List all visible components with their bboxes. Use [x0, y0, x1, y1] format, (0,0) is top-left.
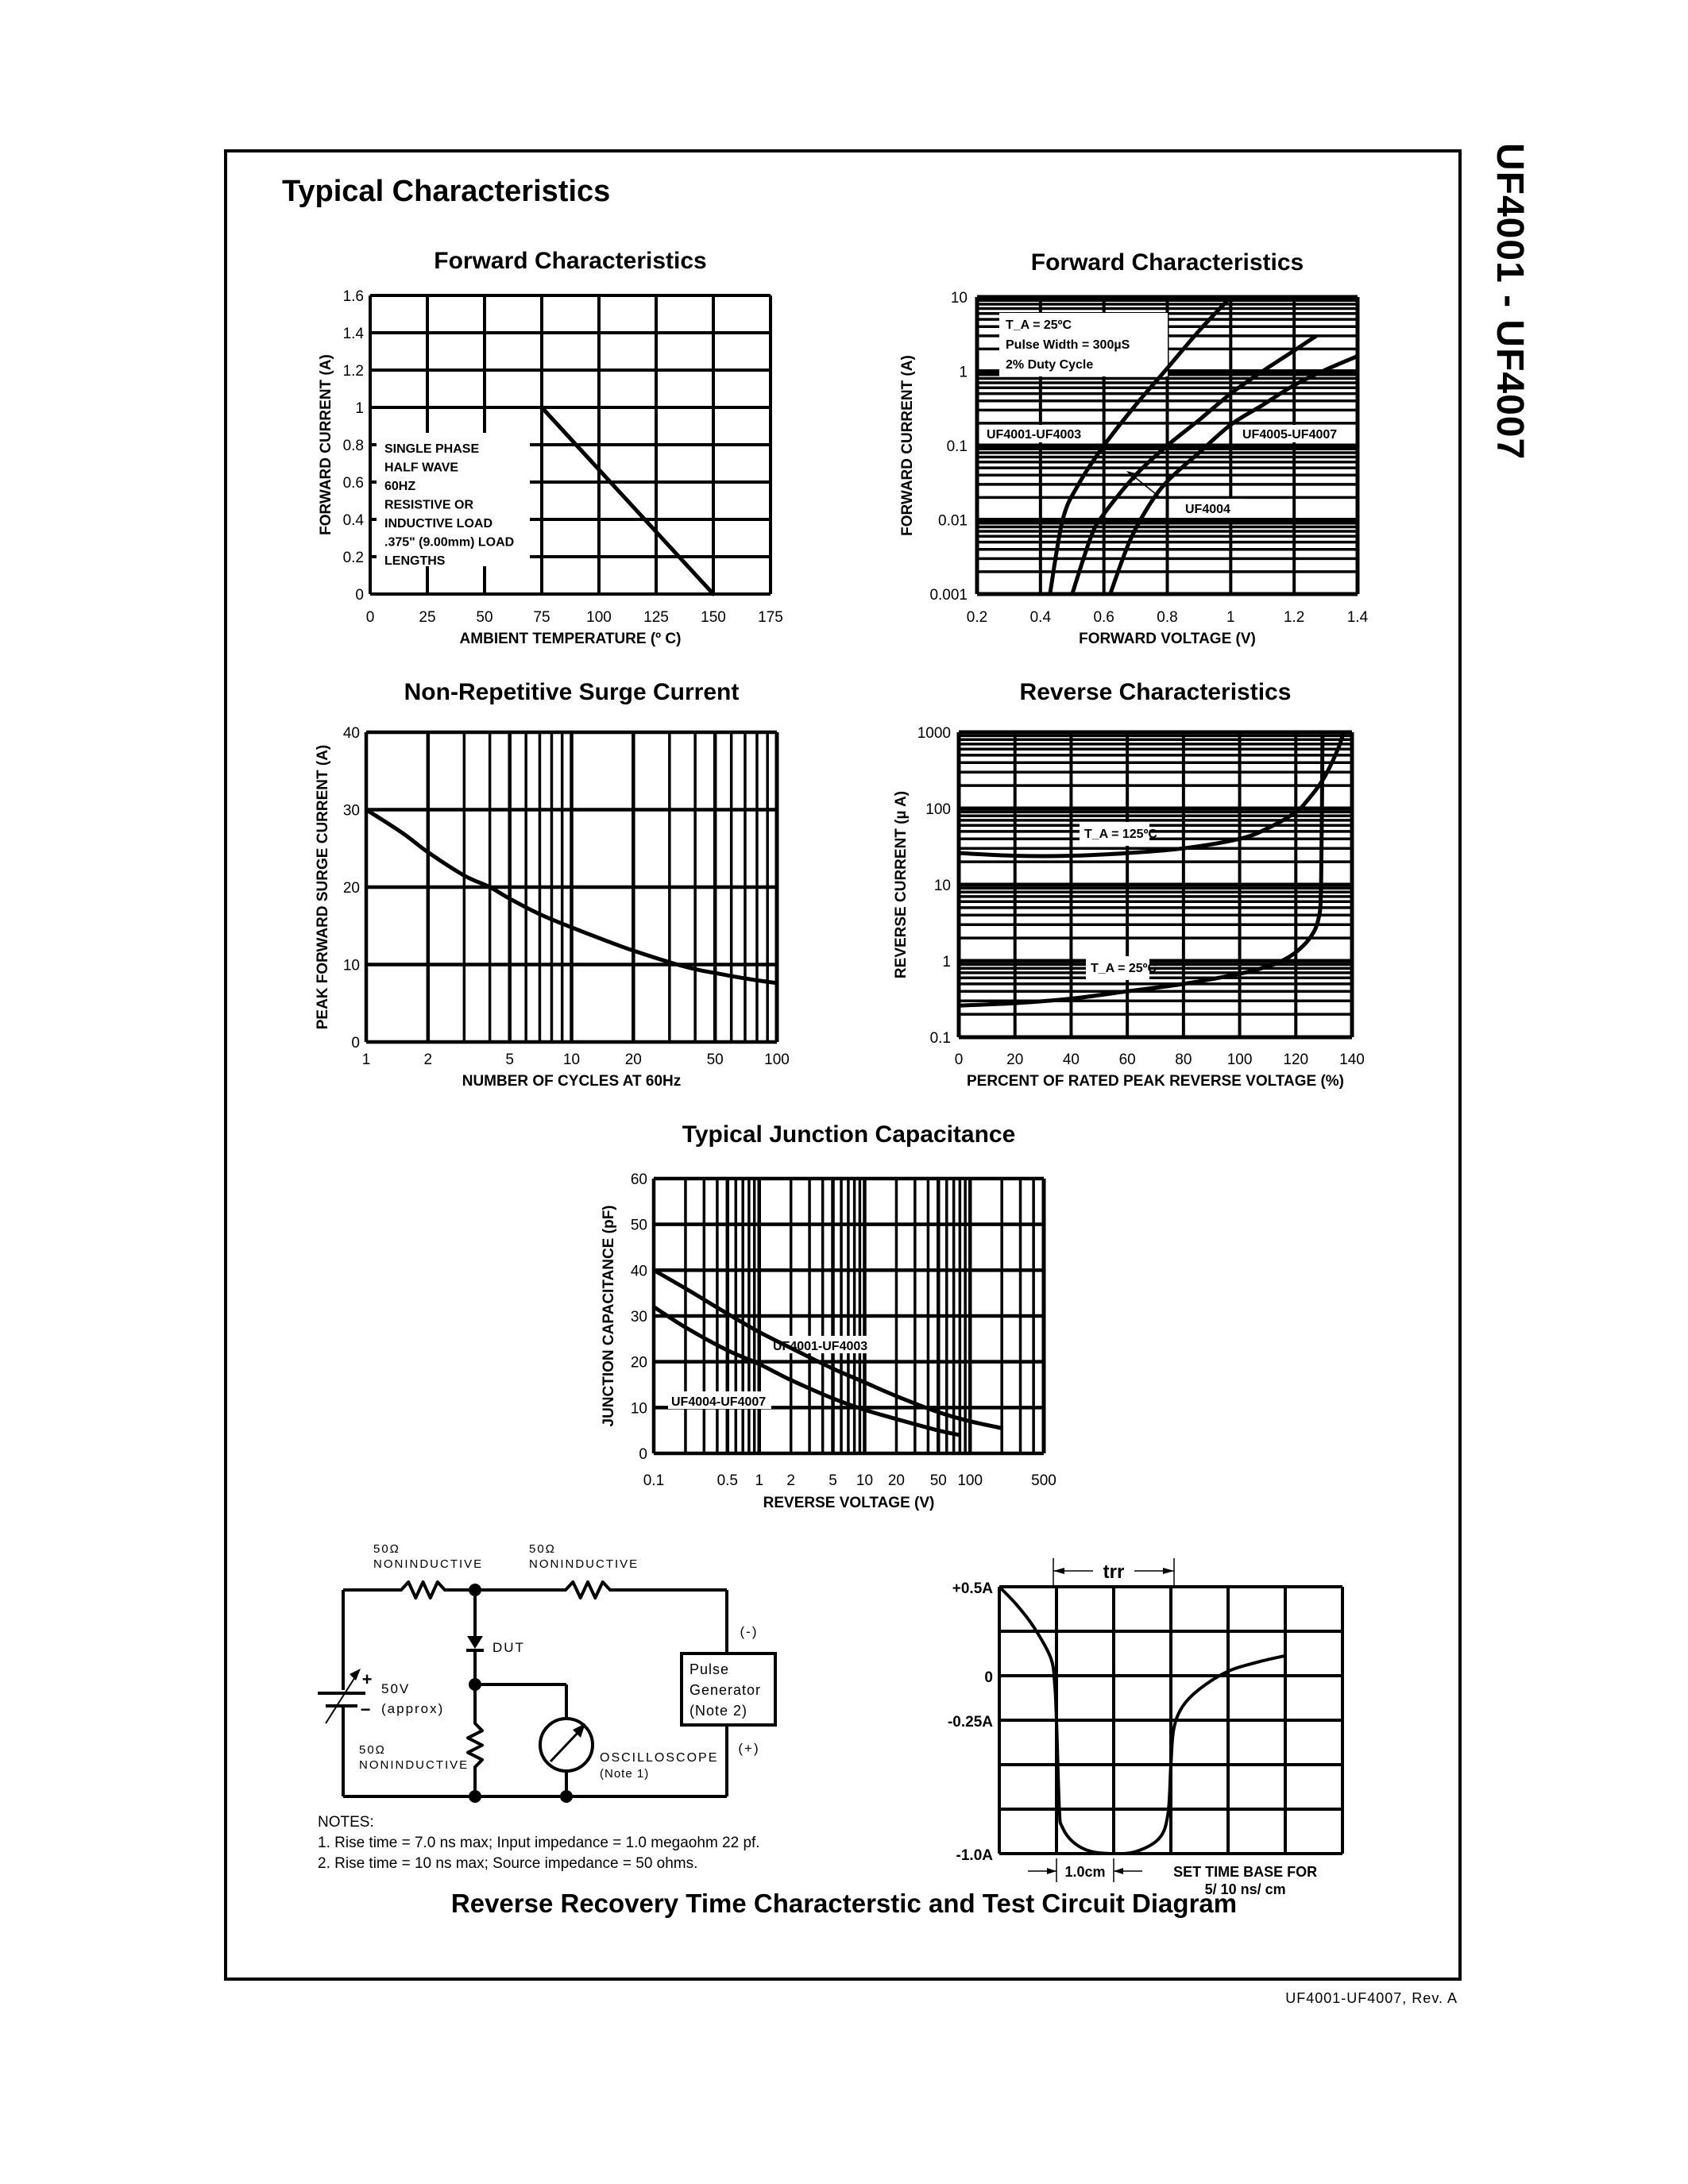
svg-text:50: 50 [630, 1217, 647, 1234]
svg-text:50Ω: 50Ω [359, 1743, 386, 1757]
svg-text:10: 10 [630, 1400, 647, 1418]
svg-text:UF4004-UF4007: UF4004-UF4007 [671, 1395, 767, 1409]
svg-text:UF4001-UF4003: UF4001-UF4003 [987, 428, 1082, 442]
svg-text:(Note 1): (Note 1) [600, 1767, 650, 1781]
svg-text:(-): (-) [740, 1624, 759, 1639]
chart-title-forward-iv: Forward Characteristics [1030, 249, 1304, 276]
svg-text:0.6: 0.6 [1093, 609, 1114, 626]
svg-text:Generator: Generator [689, 1682, 762, 1698]
svg-text:10: 10 [342, 957, 360, 974]
svg-text:(+): (+) [738, 1741, 760, 1756]
svg-text:+0.5A: +0.5A [952, 1580, 993, 1597]
svg-text:40: 40 [1062, 1051, 1080, 1068]
note-2: 2. Rise time = 10 ns max; Source impedance = 50 ohms. [318, 1855, 698, 1872]
svg-text:0: 0 [365, 609, 375, 626]
chart-title-reverse: Reverse Characteristics [1019, 679, 1292, 705]
svg-text:0.4: 0.4 [342, 512, 364, 529]
svg-text:PEAK FORWARD SURGE CURRENT (A): PEAK FORWARD SURGE CURRENT (A) [315, 744, 331, 1030]
svg-text:50Ω: 50Ω [373, 1542, 400, 1556]
svg-text:T_A = 25ºC: T_A = 25ºC [1006, 318, 1072, 332]
svg-text:T_A = 125ºC: T_A = 125ºC [1084, 828, 1157, 841]
svg-text:20: 20 [624, 1051, 642, 1068]
svg-text:0: 0 [984, 1669, 993, 1686]
svg-text:SINGLE PHASE: SINGLE PHASE [384, 442, 480, 456]
svg-text:50V: 50V [381, 1681, 411, 1696]
svg-text:1: 1 [959, 364, 968, 381]
svg-text:FORWARD CURRENT (A): FORWARD CURRENT (A) [318, 354, 334, 535]
svg-text:NONINDUCTIVE: NONINDUCTIVE [359, 1758, 469, 1772]
svg-text:60: 60 [630, 1171, 647, 1188]
svg-text:2: 2 [423, 1051, 433, 1068]
svg-text:-1.0A: -1.0A [956, 1847, 993, 1864]
svg-text:2% Duty Cycle: 2% Duty Cycle [1006, 358, 1094, 372]
svg-text:SET TIME BASE FOR: SET TIME BASE FOR [1173, 1864, 1318, 1880]
svg-text:20: 20 [1006, 1051, 1024, 1068]
svg-text:50Ω: 50Ω [529, 1542, 556, 1556]
svg-text:1.0cm: 1.0cm [1064, 1864, 1106, 1880]
svg-text:0: 0 [639, 1446, 647, 1463]
svg-text:150: 150 [701, 609, 726, 626]
svg-text:UF4001-UF4003: UF4001-UF4003 [773, 1340, 868, 1353]
svg-text:T_A = 25ºC: T_A = 25ºC [1091, 962, 1157, 975]
svg-text:120: 120 [1283, 1051, 1309, 1068]
chart-surge [315, 725, 790, 1090]
svg-text:10: 10 [933, 878, 951, 894]
svg-text:JUNCTION CAPACITANCE (pF): JUNCTION CAPACITANCE (pF) [601, 1205, 617, 1427]
svg-text:1.4: 1.4 [1346, 609, 1369, 626]
svg-text:5/ 10 ns/ cm: 5/ 10 ns/ cm [1204, 1881, 1286, 1897]
svg-text:-0.25A: -0.25A [947, 1714, 993, 1731]
svg-text:500: 500 [1031, 1472, 1056, 1489]
svg-text:30: 30 [342, 802, 360, 820]
svg-text:175: 175 [758, 609, 783, 626]
svg-text:0: 0 [954, 1051, 964, 1068]
svg-text:2: 2 [786, 1472, 795, 1489]
chart-title-capacitance: Typical Junction Capacitance [682, 1121, 1016, 1148]
svg-text:100: 100 [925, 801, 951, 818]
chart-forward-iv [899, 290, 1369, 647]
svg-text:(approx): (approx) [381, 1701, 445, 1716]
svg-text:HALF WAVE: HALF WAVE [384, 461, 459, 475]
svg-text:100: 100 [1226, 1051, 1253, 1068]
svg-text:1: 1 [361, 1051, 371, 1068]
svg-text:DUT: DUT [492, 1640, 525, 1655]
svg-text:0.6: 0.6 [342, 475, 364, 492]
svg-text:NUMBER OF CYCLES AT 60Hz: NUMBER OF CYCLES AT 60Hz [462, 1073, 682, 1090]
svg-text:25: 25 [419, 609, 436, 626]
chart-forward-derating [318, 288, 783, 647]
svg-text:0.01: 0.01 [938, 512, 968, 530]
svg-text:Pulse Width = 300µS: Pulse Width = 300µS [1006, 338, 1130, 352]
svg-text:50: 50 [706, 1051, 724, 1068]
svg-text:0.8: 0.8 [1157, 609, 1178, 626]
svg-text:LENGTHS: LENGTHS [384, 554, 446, 568]
svg-text:RESISTIVE OR: RESISTIVE OR [384, 498, 474, 512]
svg-text:0.001: 0.001 [929, 587, 968, 604]
note-1: 1. Rise time = 7.0 ns max; Input impedance = 1.0 megaohm 22 pf. [318, 1835, 760, 1851]
svg-text:UF4004: UF4004 [1185, 503, 1230, 516]
svg-text:AMBIENT TEMPERATURE (º C): AMBIENT TEMPERATURE (º C) [459, 631, 682, 647]
svg-text:1: 1 [355, 400, 364, 417]
svg-text:NONINDUCTIVE: NONINDUCTIVE [529, 1557, 639, 1571]
notes-heading: NOTES: [318, 1814, 374, 1831]
chart-capacitance [601, 1171, 1056, 1511]
svg-text:FORWARD CURRENT (A): FORWARD CURRENT (A) [899, 355, 916, 536]
svg-text:0.5: 0.5 [717, 1472, 738, 1489]
svg-text:1.2: 1.2 [342, 363, 364, 380]
svg-text:1000: 1000 [917, 725, 951, 742]
svg-text:OSCILLOSCOPE: OSCILLOSCOPE [600, 1751, 719, 1765]
svg-text:140: 140 [1339, 1051, 1365, 1068]
svg-text:100: 100 [957, 1472, 983, 1489]
svg-text:10: 10 [856, 1472, 874, 1489]
svg-text:40: 40 [342, 725, 360, 742]
svg-text:10: 10 [950, 290, 968, 307]
svg-text:50: 50 [929, 1472, 947, 1489]
svg-text:UF4005-UF4007: UF4005-UF4007 [1242, 428, 1338, 442]
chart-title-surge: Non-Repetitive Surge Current [404, 679, 740, 705]
svg-text:60: 60 [1118, 1051, 1136, 1068]
svg-text:0: 0 [355, 587, 364, 604]
svg-text:20: 20 [630, 1354, 647, 1372]
svg-text:10: 10 [562, 1051, 581, 1068]
main-title: Typical Characteristics [282, 175, 611, 208]
svg-text:5: 5 [829, 1472, 837, 1489]
svg-text:trr: trr [1103, 1561, 1125, 1583]
svg-text:REVERSE CURRENT (µ A): REVERSE CURRENT (µ A) [893, 790, 910, 979]
svg-text:0.8: 0.8 [342, 438, 364, 454]
chart-trr-waveform [948, 1558, 1342, 1897]
svg-text:20: 20 [887, 1472, 906, 1489]
svg-text:1: 1 [1226, 609, 1235, 626]
svg-text:40: 40 [630, 1263, 647, 1280]
footer-revision: UF4001-UF4007, Rev. A [1285, 1990, 1458, 2006]
svg-text:0.1: 0.1 [929, 1030, 951, 1047]
svg-text:NONINDUCTIVE: NONINDUCTIVE [373, 1557, 484, 1571]
svg-text:+: + [361, 1669, 373, 1689]
svg-text:PERCENT OF RATED PEAK REVERSE: PERCENT OF RATED PEAK REVERSE VOLTAGE (%) [966, 1073, 1345, 1090]
svg-text:(Note 2): (Note 2) [689, 1703, 748, 1719]
svg-text:−: − [360, 1700, 371, 1719]
svg-text:60HZ: 60HZ [384, 480, 416, 493]
svg-text:0: 0 [351, 1035, 360, 1051]
svg-text:1: 1 [942, 954, 951, 970]
svg-text:50: 50 [476, 609, 493, 626]
svg-text:1.6: 1.6 [342, 288, 364, 305]
chart-title-forward-derating: Forward Characteristics [434, 248, 707, 274]
svg-text:1.2: 1.2 [1283, 609, 1305, 626]
svg-text:FORWARD VOLTAGE (V): FORWARD VOLTAGE (V) [1079, 631, 1256, 647]
notes [318, 1812, 760, 1874]
svg-text:0.1: 0.1 [946, 438, 968, 455]
svg-text:0.2: 0.2 [966, 609, 988, 626]
svg-text:0.1: 0.1 [643, 1472, 665, 1489]
svg-text:INDUCTIVE LOAD: INDUCTIVE LOAD [384, 517, 492, 531]
svg-text:.375" (9.00mm) LOAD: .375" (9.00mm) LOAD [384, 535, 515, 550]
svg-text:30: 30 [630, 1309, 647, 1325]
svg-text:100: 100 [764, 1051, 790, 1068]
svg-text:1: 1 [755, 1472, 764, 1489]
svg-text:80: 80 [1175, 1051, 1192, 1068]
test-circuit-diagram [318, 1542, 775, 1803]
chart-reverse [893, 725, 1365, 1090]
svg-text:REVERSE VOLTAGE (V): REVERSE VOLTAGE (V) [763, 1495, 935, 1511]
svg-text:20: 20 [342, 880, 360, 897]
svg-text:0.4: 0.4 [1029, 609, 1052, 626]
section-title-reverse-recovery: Reverse Recovery Time Characterstic and Test Circuit Diagram [450, 1889, 1238, 1918]
svg-text:1.4: 1.4 [342, 326, 364, 342]
svg-text:75: 75 [533, 609, 550, 626]
side-title: UF4001 - UF4007 [1489, 143, 1531, 461]
svg-text:5: 5 [505, 1051, 514, 1068]
svg-text:100: 100 [586, 609, 612, 626]
svg-text:125: 125 [643, 609, 669, 626]
svg-text:Pulse: Pulse [689, 1661, 730, 1677]
svg-text:0.2: 0.2 [342, 550, 364, 566]
